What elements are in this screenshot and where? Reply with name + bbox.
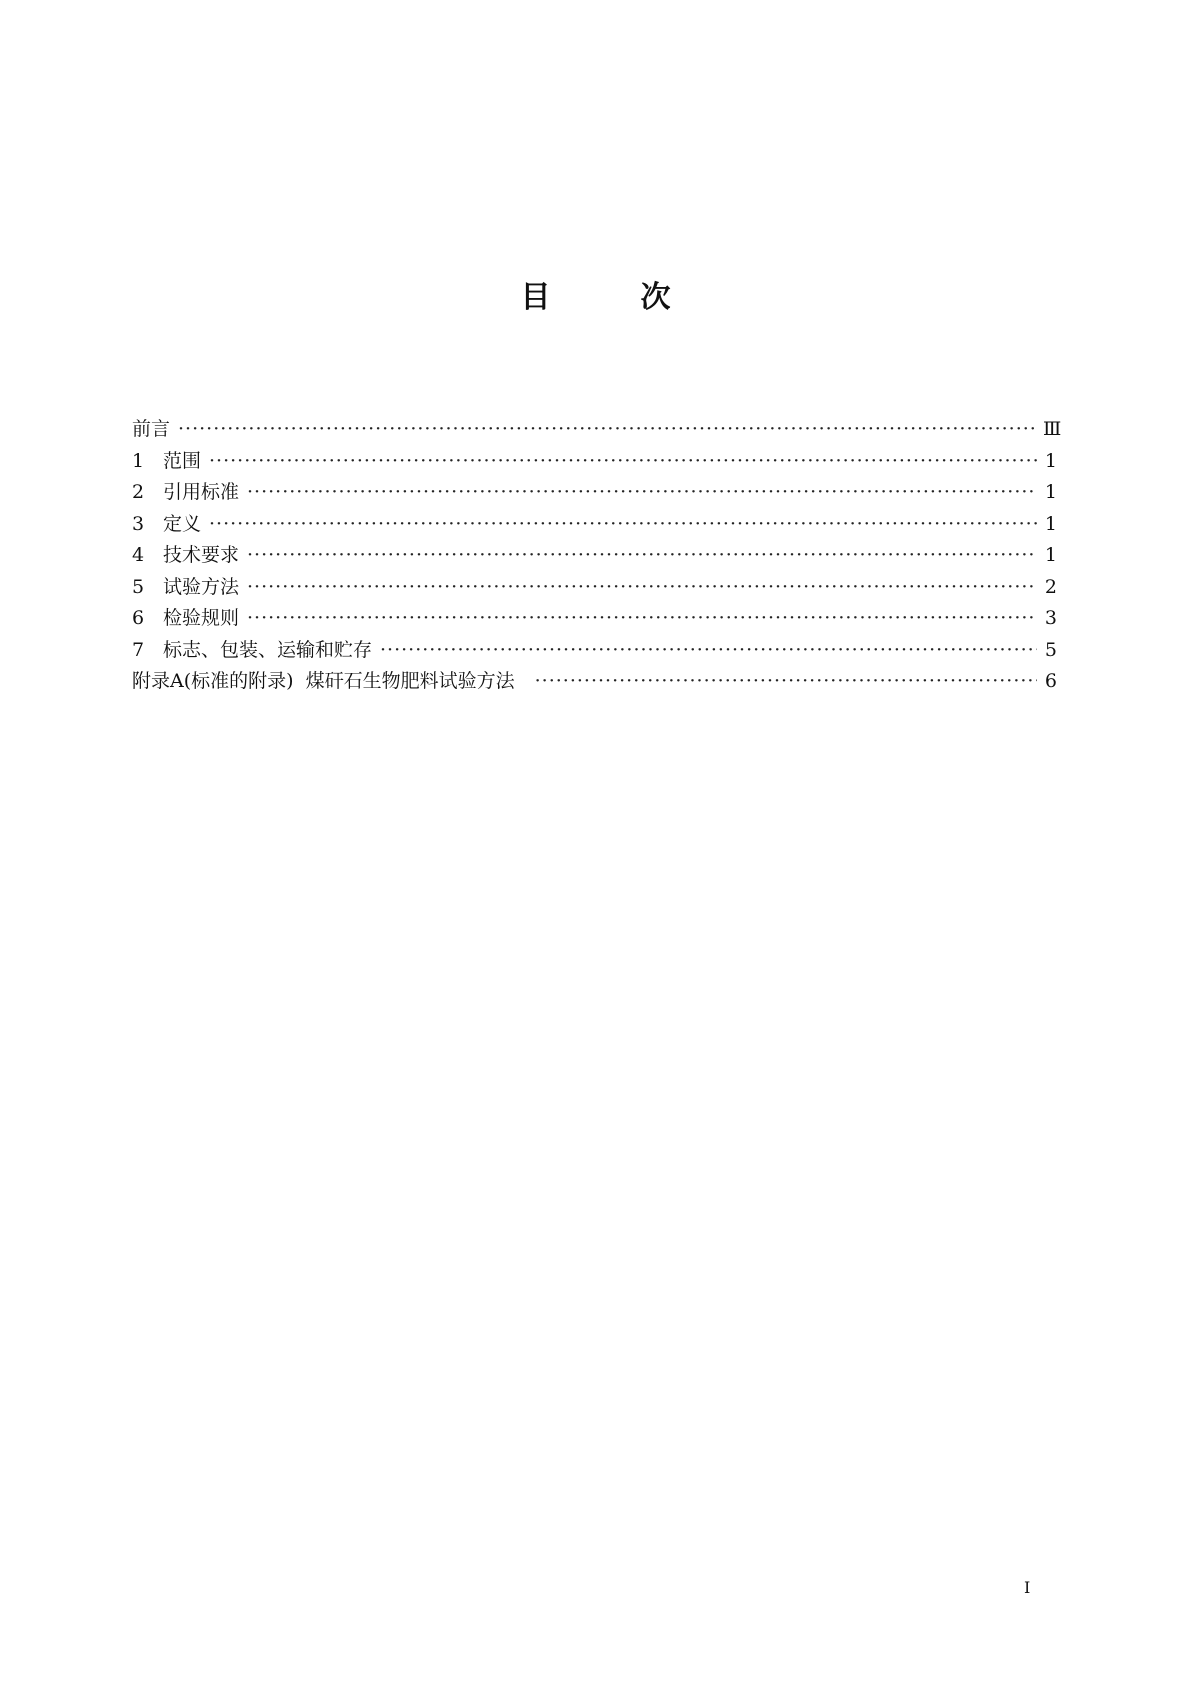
toc-entry-foreword[interactable] (132, 414, 1062, 446)
title-char-2: 次 (640, 280, 671, 315)
toc-entry-page: 3 (1044, 607, 1057, 629)
toc-entry-page: 1 (1044, 481, 1057, 503)
toc-leader-dots (209, 513, 1037, 535)
toc-leader-dots (178, 418, 1037, 440)
toc-leader-dots (247, 576, 1037, 598)
toc-entry-appendix-a[interactable] (132, 666, 1057, 698)
toc-leader-dots (380, 639, 1037, 661)
toc-entry-label: 定义 (163, 512, 202, 535)
toc-leader-dots (209, 450, 1037, 472)
toc-entry-4[interactable] (132, 540, 1057, 572)
page-number: I (1024, 1578, 1031, 1597)
toc-entry-1[interactable] (132, 446, 1057, 478)
toc-leader-dots (247, 607, 1037, 629)
toc-entry-page: 1 (1044, 449, 1057, 472)
toc-entry-label: 附录A(标准的附录) 煤矸石生物肥料试验方法 (132, 670, 515, 692)
toc-entry-label: 引用标准 (163, 481, 240, 503)
toc-entry-number: 5 (132, 575, 145, 598)
toc-entry-2[interactable] (132, 477, 1057, 509)
toc-entry-page: 2 (1044, 575, 1057, 598)
toc-entry-label: 检验规则 (163, 607, 240, 629)
toc-entry-6[interactable] (132, 603, 1057, 635)
toc-leader-dots (247, 544, 1037, 566)
toc-entry-number: 1 (132, 449, 145, 472)
toc-entry-number: 7 (132, 638, 145, 661)
title-char-1: 目 (520, 280, 551, 315)
toc-entry-number: 2 (132, 481, 145, 503)
toc-entry-number: 4 (132, 544, 145, 566)
toc-leader-dots (247, 481, 1037, 503)
toc-entry-page: 1 (1044, 544, 1057, 566)
toc-entry-page: 5 (1044, 638, 1057, 661)
page-title (0, 272, 1191, 316)
toc-entry-label: 技术要求 (163, 544, 240, 566)
toc-entry-number: 6 (132, 607, 145, 629)
toc-entry-page: 6 (1044, 670, 1057, 692)
toc-entry-number: 3 (132, 512, 145, 535)
toc-entry-page: Ⅲ (1043, 418, 1062, 440)
toc-entry-label: 标志、包装、运输和贮存 (163, 638, 373, 661)
toc-entry-label: 范围 (163, 449, 202, 472)
toc-entry-label: 前言 (132, 418, 171, 440)
toc-entry-label: 试验方法 (163, 575, 240, 598)
toc-entry-3[interactable] (132, 509, 1057, 541)
table-of-contents (132, 414, 1062, 698)
toc-entry-5[interactable] (132, 572, 1057, 604)
toc-entry-page: 1 (1044, 512, 1057, 535)
toc-entry-7[interactable] (132, 635, 1057, 667)
toc-leader-dots (535, 670, 1037, 692)
